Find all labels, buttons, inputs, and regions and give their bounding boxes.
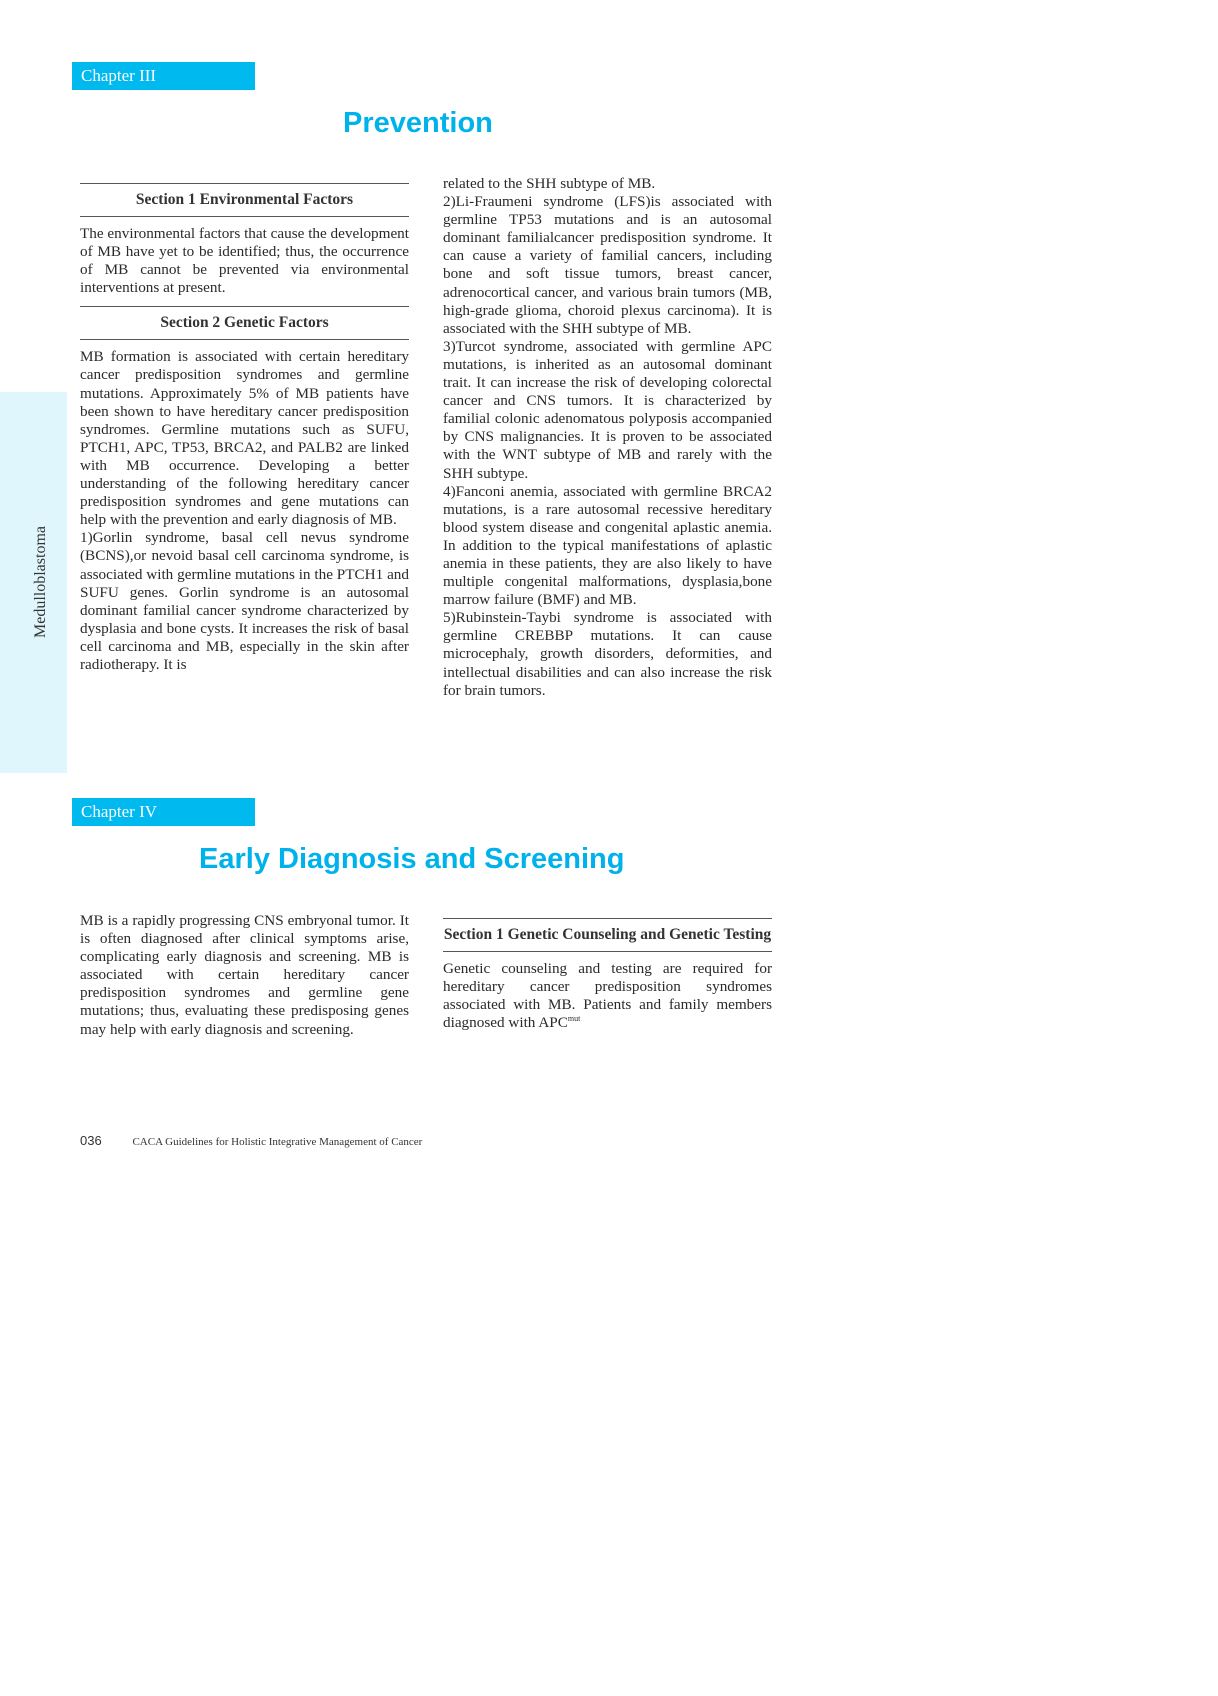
section-1-heading: Section 1 Environmental Factors <box>80 183 409 217</box>
chapter-4-tag: Chapter IV <box>72 798 255 826</box>
section-2-intro-paragraph: MB formation is associated with certain hereditary cancer predisposition syndromes and germline mutations. Approximately 5% of MB patients have been shown to have hereditary cancer predisposition syndromes. Germline mutations such as SUFU, PTCH1, APC, TP53, BRCA2, and PALB2 are linked with MB occurrence. Developing a better understanding of the following hereditary cancer predisposition syndromes and gene mutations can help with the prevention and early diagnosis of MB. <box>80 348 409 529</box>
chapter-3-tag: Chapter III <box>72 62 255 90</box>
genetic-counseling-paragraph <box>443 960 772 1032</box>
chapter-3-title: Prevention <box>343 107 493 139</box>
mutation-superscript: mut <box>567 1014 581 1024</box>
turcot-paragraph: 3)Turcot syndrome, associated with germline APC mutations, is inherited as an autosomal dominant trait. It can increase the risk of developing colorectal cancer and CNS tumors. It is characterized by familial colonic adenomatous polyposis accompanied by CNS malignancies. It is proven to be associated with the WNT subtype of MB and rarely with the SHH subtype. <box>443 337 772 482</box>
chapter-4-right-column <box>443 918 772 1032</box>
chapter-3-right-column <box>443 175 772 700</box>
side-tab-label: Medulloblastoma <box>32 526 49 638</box>
gorlin-syndrome-paragraph: 1)Gorlin syndrome, basal cell nevus syndrome (BCNS),or nevoid basal cell carcinoma syndrome, is associated with germline mutations in the PTCH1 and SUFU genes. Gorlin syndrome is an autosomal dominant familial cancer syndrome characterized by dysplasia and bone cysts. It increases the risk of basal cell carcinoma and MB, especially in the skin after radiotherapy. It is <box>80 529 409 673</box>
book-title: CACA Guidelines for Holistic Integrative Management of Cancer <box>132 1136 423 1148</box>
chapter-3-left-column <box>80 183 409 674</box>
section-2-heading: Section 2 Genetic Factors <box>80 306 409 340</box>
rubinstein-taybi-paragraph: 5)Rubinstein-Taybi syndrome is associated with germline CREBBP mutations. It can cause microcephaly, growth disorders, deformities, and intellectual disabilities and can also increase the risk for brain tumors. <box>443 609 772 699</box>
li-fraumeni-paragraph: 2)Li-Fraumeni syndrome (LFS)is associated with germline TP53 mutations and is an autosomal dominant familialcancer predisposition syndrome. It can cause a variety of familial cancers, including bone and soft tissue tumors, breast cancer, adrenocortical cancer, and various brain tumors (MB, high-grade glioma, choroid plexus carcinoma). It is associated with the SHH subtype of MB. <box>443 193 772 337</box>
gorlin-continuation: related to the SHH subtype of MB. <box>443 175 656 192</box>
genetic-counseling-text: Genetic counseling and testing are required for hereditary cancer predisposition syndromes associated with MB. Patients and family members diagnosed with APC <box>443 960 772 1032</box>
chapter-4-title: Early Diagnosis and Screening <box>199 843 625 875</box>
page-number: 036 <box>80 1133 102 1148</box>
chapter-4-left-column <box>80 912 409 1039</box>
page-footer <box>80 1133 422 1148</box>
section-1-paragraph: The environmental factors that cause the development of MB have yet to be identified; thus, the occurrence of MB cannot be prevented via environmental interventions at present. <box>80 225 409 297</box>
chapter-4-intro-paragraph: MB is a rapidly progressing CNS embryonal tumor. It is often diagnosed after clinical symptoms arise, complicating early diagnosis and screening. MB is associated with certain hereditary cancer predisposition syndromes and germline gene mutations; thus, evaluating these predisposing genes may help with early diagnosis and screening. <box>80 912 409 1038</box>
fanconi-paragraph: 4)Fanconi anemia, associated with germline BRCA2 mutations, is a rare autosomal recessive hereditary blood system disease and congenital aplastic anemia. In addition to the typical manifestations of aplastic anemia in these patients, they are also likely to have multiple congenital malformations, dysplasia,bone marrow failure (BMF) and MB. <box>443 482 772 609</box>
genetic-counseling-heading: Section 1 Genetic Counseling and Genetic Testing <box>443 918 772 952</box>
